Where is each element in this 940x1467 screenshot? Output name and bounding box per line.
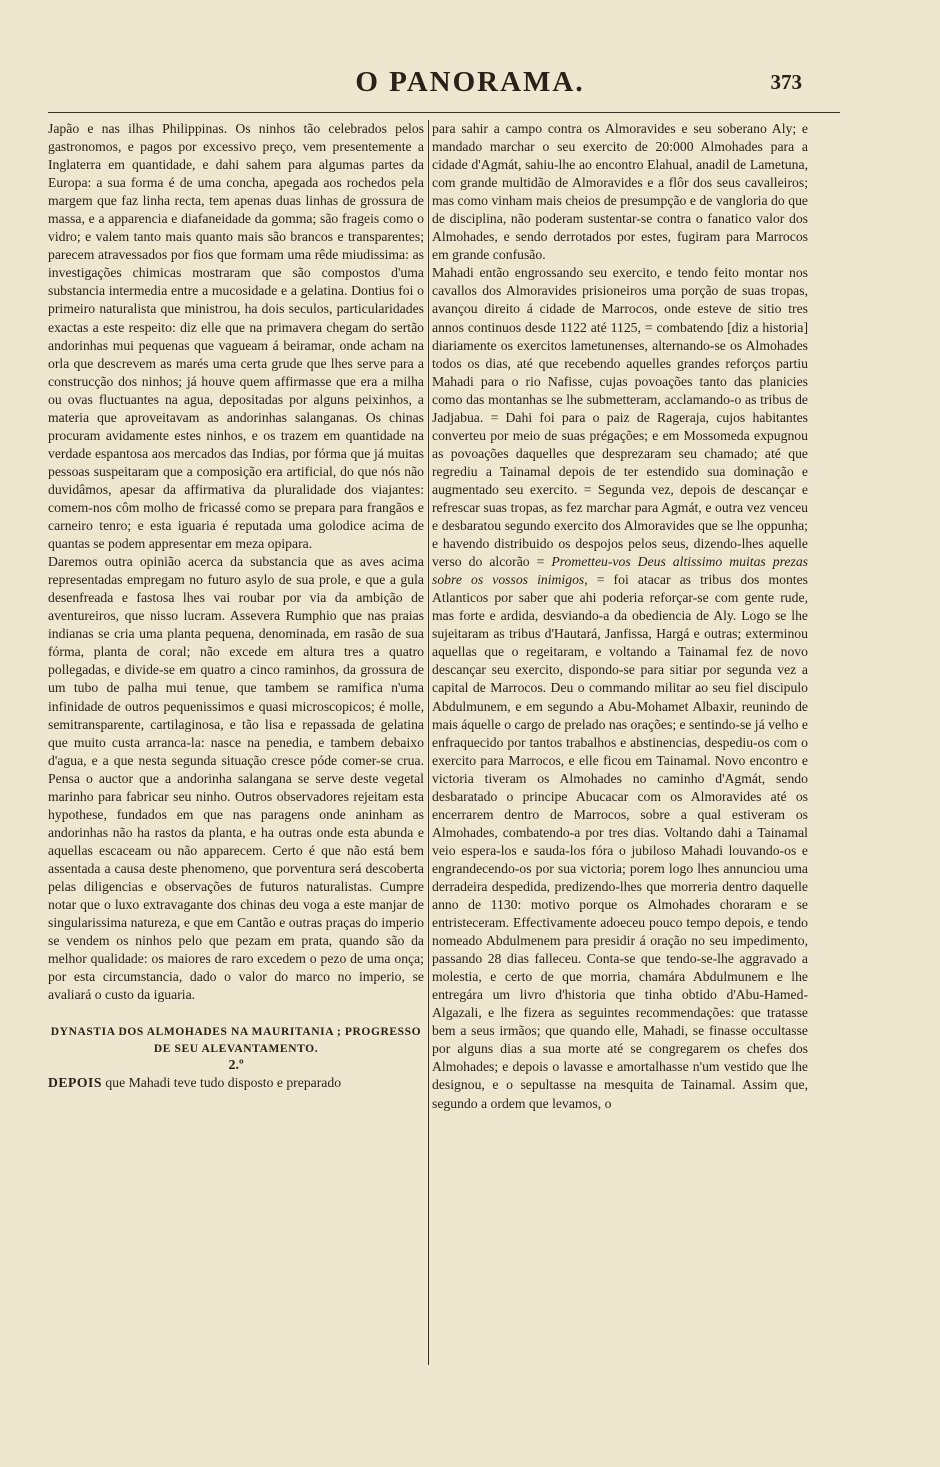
paragraph: Japão e nas ilhas Philippinas. Os ninhos tão celebrados pelos gastronomos, e pagos por excessivo preço, vem presentemente a Inglaterra em quantidade, e dahi sahem para algumas partes da Europa: a sua forma é de uma concha, apegada aos rochedos pela margem que faz linha recta, tem apenas duas linhas de grossura de massa, e a apparencia e diafaneidade da gomma; são frageis como o vidro; e valem tanto mais quanto mais são brancos e transparentes; parecem atravessados por fios que formam uma rêde miudissima: as investigações chimicas mostraram que são compostos d'uma substancia intermedia entre a mucosidade e a gelatina. Dontius foi o primeiro naturalista que ministrou, ha dois seculos, particularidades exactas a este respeito: diz elle que na primavera chegam do sertão andorinhas mui pequenas que vagueam á beiramar, onde acham na orla que descrevem as marés uma certa grude que lhes serve para a construcção dos ninhos; já houve quem affirmasse que era a milha ou ovas fluctuantes na agua, depositadas por alguns peixinhos, a materia que aproveitavam as andorinhas salanganas. Os chinas procuram avidamente estes ninhos, e os trazem em quantidade na verdade espantosa aos mercados das Indias, por fórma que já muitas pessoas suspeitaram que a composição era artificial, do que nós não duvidâmos, apesar da affirmativa da pluralidade dos viajantes: comem-nos côm molho de fricassé como se prepara para frangãos e carneiro tenro; e esta iguaria é reputada uma golodice acima de quantas se podem appresentar em meza opipara. — [48, 121, 424, 552]
paragraph — [48, 1074, 424, 1092]
paragraph — [432, 264, 808, 1112]
paragraph: Daremos outra opinião acerca da substancia que as aves acima representadas empregam no futuro asylo de sua prole, e que a gula desenfreada e fastosa lhes vai roubar por via da ambição de aventureiros, que nisso lucram. Assevera Rumphio que nas praias indianas se cria uma planta pequena, denominada, em rasão de sua fórma, planta de coral; não excede em altura tres a quatro pollegadas, e divide-se em quatro a cinco raminhos, da grossura de um tubo de palha mui tenue, que tambem se ramifica n'uma infinidade de outros pequenissimos e quasi microscopicos; é molle, semitransparente, cartilaginosa, e tão lisa e repassada de gelatina que muito custa arranca-la: nasce na penedia, e tambem debaixo d'agua, e a que nesta segunda situação cresce póde comer-se crua. Pensa o auctor que a andorinha salangana se serve deste vegetal marinho para fabricar seu ninho. Outros observadores rejeitam esta hypothese, fundados em que nas paragens onde aninham as andorinhas não ha rastos da planta, e ha outras onde esta abunda e aquellas escaceam ou não apparecem. Certo é que não está bem assentada a causa deste phenomeno, que porventura será descoberta pelas diligencias e observações de futuros naturalistas. Cumpre notar que o luxo extravagante dos chinas deu voga a este manjar de singularissima natureza, e que em Cantão e outras praças do imperio se vendem os ninhos pelo que pezam em prata, quando são da melhor qualidade: os maiores de raro excedem o pezo de uma onça; por esta circumstancia, dado o valor do marco no imperio, se avaliará o custo da iguaria. — [48, 554, 424, 1003]
column-divider — [428, 120, 429, 1365]
quotation: Prometteu-vos Deus altissimo muitas prezas sobre os vossos inimigos — [432, 554, 808, 588]
section-heading — [48, 1024, 424, 1058]
opening-word: DEPOIS — [48, 1075, 102, 1091]
masthead: O PANORAMA. — [355, 66, 585, 98]
text-columns — [48, 120, 840, 1370]
paragraph-text: Mahadi então engrossando seu exercito, e tendo feito montar nos cavallos dos Almoravides prisioneiros uma porção de suas tropas, avançou direito á cidade de Marrocos, onde esteve de sitio tres annos continuos desde 1122 até 1125, = combatendo [diz a historia] diariamente os exercitos lametunenses, alternando-se os Almohades todos os dias, até que recebendo aquelles grandes reforços partiu Mahadi para o rio Nafisse, cujas povoações tanto das planicies como das montanhas se lhe submetteram, acclamando-o as tribus de Jadjabua. = Dahi foi para o paiz de Rageraja, cujos habitantes converteu por meio de suas prégações; e em Mossomeda expugnou as povoações daquelles que desprezaram seu chamado; até que regrediu a Tainamal depois de ter estendido sua dominação e augmentado seu exercito. = Segunda vez, depois de descançar e refrescar suas tropas, as fez marchar para Agmát, e outra vez venceu e desbaratou segundo exercito dos Almoravides que se lhe oppunha; e havendo distribuido os despojos pelos seus, dizendo-lhes aquelle verso do alcorão = — [432, 265, 808, 570]
section-heading-line: DE SEU ALEVANTAMENTO. — [153, 1043, 319, 1056]
header-rule — [48, 112, 840, 113]
right-column — [432, 120, 808, 1370]
left-column — [48, 120, 424, 1370]
paragraph-text: , = foi atacar as tribus dos montes Atlanticos por saber que ahi poderia reforçar-se com gente rude, mas forte e ardida, desviando-a da obediencia de Aly. Logo se lhe sujeitaram as tribus d'Hautará, Janfissa, Hargá e outras; exterminou aquellas que o regeitaram, e voltando a Tainamal fez de novo descançar seu exercito, dispondo-se para sitiar por segunda vez a capital de Marrocos. Deu o commando militar ao seu fiel discipulo Abdulmunem, e em segundo a Abu-Mohamet Albaxir, reunindo de mais áquelle o cargo de prelado nas orações; e sentindo-se já velho e enfraquecido por tantos trabalhos e abstinencias, despediu-os com o exercito para Marrocos, e elle ficou em Tainamal. Novo encontro e victoria tiveram os Almohades no caminho d'Agmát, sendo desbaratado o principe Abucacar com os Almoravides até os encerrarem dentro de Marrocos, sobre a qual estiveram os Almohades, combatendo-a por tres dias. Voltando dahi a Tainamal veio espera-los e sauda-los fóra o jubiloso Mahadi louvando-os e engrandecendo-os por sua victoria; porem logo lhes annunciou uma derradeira despedida, predizendo-lhes que morreria dentro daquelle anno de 1130: motivo porque os Almohades choraram e se entristeceram. Effectivamente adoeceu pouco tempo depois, e tendo nomeado Abdulmenem para presidir á oração no seu impedimento, passando 28 dias falleceu. Conta-se que tendo-se-lhe aggravado a molestia, e certo de que morria, chamára Abdulmunem e lhe entregára um livro d'historia que tinha obtido d'Abu-Hamed-Algazali, e lhe fizera as seguintes recommendações: que tratasse bem a seus irmãos; que quando elle, Mahadi, se finasse occultasse por alguns dias a sua morte até se congregarem os chefes dos Almohades; e depois o lavasse e amortalhasse n'um vestido que lhe designou, e o sepultasse na mesquita de Tainamal. Assim que, segundo a ordem que levamos, o — [432, 572, 808, 1111]
paragraph-text: que Mahadi teve tudo disposto e preparado — [105, 1075, 342, 1091]
paragraph: para sahir a campo contra os Almoravides e seu soberano Aly; e mandado marchar o seu exercito de 20:000 Almohades para a cidade d'Agmát, sahiu-lhe ao encontro Elahual, anadil de Lametuna, com grande multidão de Almoravides e a flôr dos seus cavalleiros; mas como vinham mais cheios de presumpção e de vangloria do que de disciplina, não poderam sustentar-se contra o fanatico valor dos Almohades, e sendo derrotados por estes, fugiram para Marrocos em grande confusão. — [432, 121, 808, 263]
section-heading-line: DYNASTIA DOS ALMOHADES NA MAURITANIA ; PROGRESSO — [50, 1026, 422, 1039]
page-number: 373 — [770, 70, 802, 94]
page-header — [0, 62, 940, 102]
section-number: 2.º — [228, 1058, 244, 1074]
